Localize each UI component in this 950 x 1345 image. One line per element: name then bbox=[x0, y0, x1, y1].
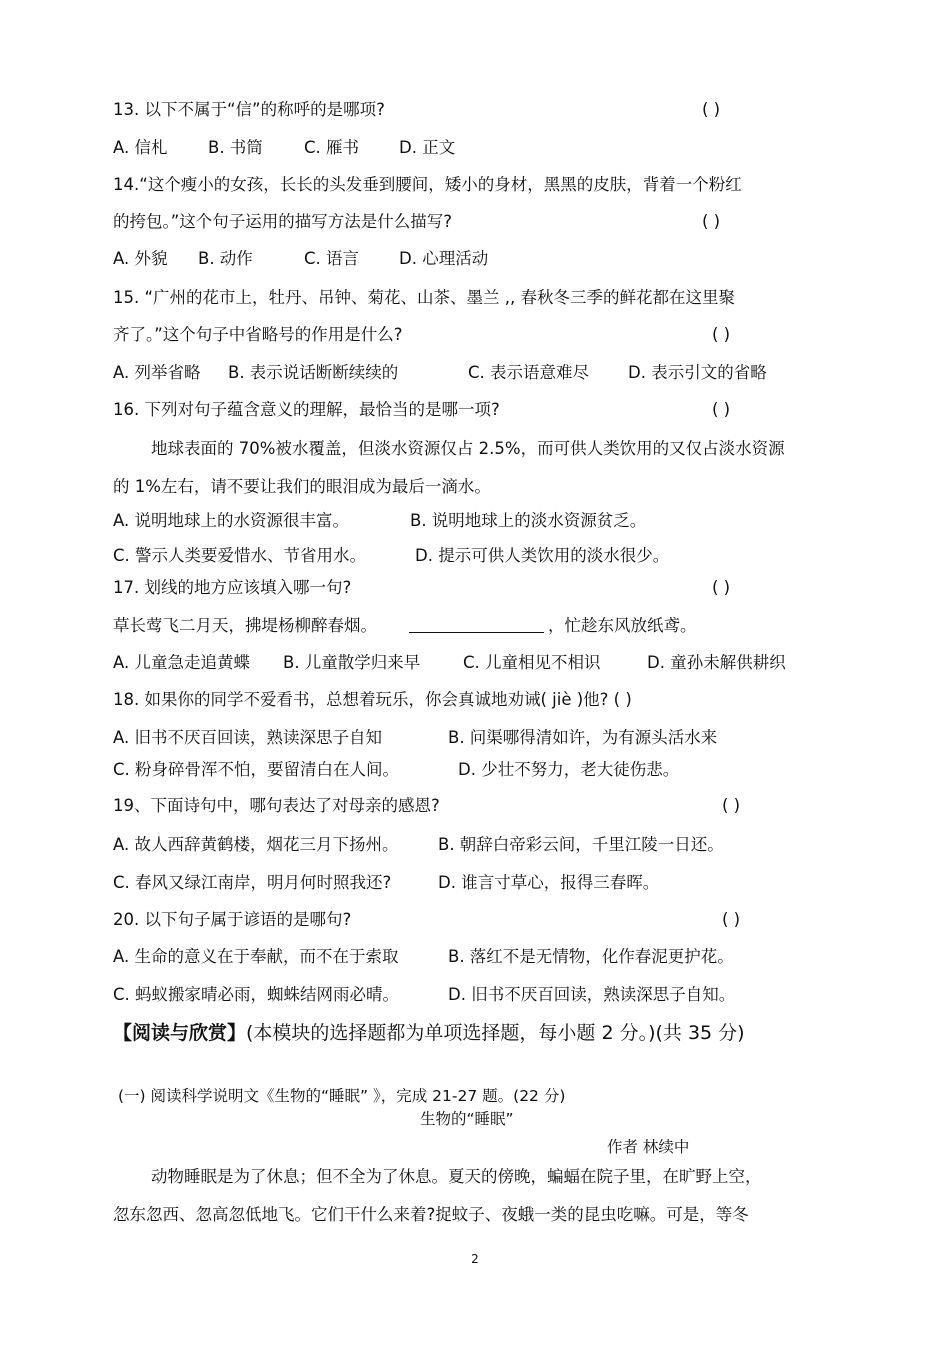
q20-option-a: A. 生命的意义在于奉献，而不在于索取 bbox=[113, 947, 399, 966]
q16-passage-line2: 的 1%左右，请不要让我们的眼泪成为最后一滴水。 bbox=[113, 477, 491, 496]
page-number: 2 bbox=[471, 1252, 479, 1266]
q19-option-a: A. 故人西辞黄鹤楼，烟花三月下扬州。 bbox=[113, 835, 399, 854]
q13-option-b: B. 书筒 bbox=[208, 138, 263, 157]
q14-answer-paren: ( ) bbox=[702, 212, 721, 231]
q20-option-b: B. 落红不是无情物，化作春泥更护花。 bbox=[448, 947, 734, 966]
q15-answer-paren: ( ) bbox=[712, 325, 731, 344]
q13-answer-paren: ( ) bbox=[702, 100, 721, 119]
q17-option-c: C. 儿童相见不相识 bbox=[463, 653, 601, 672]
section-instructions: (本模块的选择题都为单项选择题，每小题 2 分。)(共 35 分) bbox=[246, 1022, 745, 1044]
article-author: 作者 林续中 bbox=[607, 1138, 690, 1156]
q18-option-d: D. 少壮不努力，老大徒伤悲。 bbox=[458, 760, 680, 779]
q17-option-a: A. 儿童急走追黄蝶 bbox=[113, 653, 250, 672]
reading-intro: (一) 阅读科学说明文《生物的“睡眠” 》，完成 21-27 题。(22 分) bbox=[118, 1087, 566, 1105]
q13-option-d: D. 正文 bbox=[399, 138, 456, 157]
q17-poem-part-b: ，忙趁东风放纸鸢。 bbox=[548, 616, 697, 635]
q20-answer-paren: ( ) bbox=[722, 910, 741, 929]
q14-option-d: D. 心理活动 bbox=[399, 249, 489, 268]
q15-option-a: A. 列举省略 bbox=[113, 363, 201, 382]
q15-option-c: C. 表示语意难尽 bbox=[468, 363, 590, 382]
q19-answer-paren: ( ) bbox=[722, 796, 741, 815]
article-paragraph-line1: 动物睡眠是为了休息；但不全为了休息。夏天的傍晚，蝙蝠在院子里，在旷野上空， bbox=[151, 1167, 762, 1186]
q20-stem: 20. 以下句子属于谚语的是哪句? bbox=[113, 910, 352, 929]
q16-option-c: C. 警示人类要爱惜水、节省用水。 bbox=[113, 546, 367, 565]
article-paragraph-line2: 忽东忽西、忽高忽低地飞。它们干什么来着?捉蚊子、夜蛾一类的昆虫吃嘛。可是，等冬 bbox=[113, 1205, 749, 1224]
q18-option-c: C. 粉身碎骨浑不怕，要留清白在人间。 bbox=[113, 760, 400, 779]
q18-stem: 18. 如果你的同学不爱看书，总想着玩乐，你会真诚地劝诫( jiè )他? ( ) bbox=[113, 690, 632, 709]
q19-option-b: B. 朝辞白帝彩云间，千里江陵一日还。 bbox=[438, 835, 724, 854]
q17-option-d: D. 童孙未解供耕织 bbox=[647, 653, 786, 672]
q17-fill-blank bbox=[409, 616, 544, 633]
q15-option-d: D. 表示引文的省略 bbox=[628, 363, 767, 382]
q18-option-a: A. 旧书不厌百回读，熟读深思子自知 bbox=[113, 728, 382, 747]
q16-option-d: D. 提示可供人类饮用的淡水很少。 bbox=[415, 546, 670, 565]
q17-answer-paren: ( ) bbox=[712, 578, 731, 597]
q15-stem-line1: 15. “广州的花市上，牡丹、吊钟、菊花、山茶、墨兰 ,, 春秋冬三季的鲜花都在这里聚 bbox=[113, 288, 736, 307]
q17-poem-part-a: 草长莺飞二月天，拂堤杨柳醉春烟。 bbox=[113, 616, 377, 635]
q14-option-a: A. 外貌 bbox=[113, 249, 168, 268]
q20-option-d: D. 旧书不厌百回读，熟读深思子自知。 bbox=[448, 985, 736, 1004]
q19-option-c: C. 春风又绿江南岸，明月何时照我还? bbox=[113, 873, 392, 892]
q14-option-b: B. 动作 bbox=[198, 249, 253, 268]
q14-option-c: C. 语言 bbox=[304, 249, 360, 268]
q15-stem-line2: 齐了。”这个句子中省略号的作用是什么? bbox=[113, 325, 403, 344]
q13-option-c: C. 雁书 bbox=[304, 138, 360, 157]
q20-option-c: C. 蚂蚁搬家晴必雨，蜘蛛结网雨必晴。 bbox=[113, 985, 400, 1004]
q15-option-b: B. 表示说话断断续续的 bbox=[228, 363, 399, 382]
q16-answer-paren: ( ) bbox=[712, 400, 731, 419]
q19-option-d: D. 谁言寸草心，报得三春晖。 bbox=[438, 873, 660, 892]
q17-stem: 17. 划线的地方应该填入哪一句? bbox=[113, 578, 352, 597]
q13-option-a: A. 信札 bbox=[113, 138, 168, 157]
q16-option-a: A. 说明地球上的水资源很丰富。 bbox=[113, 511, 349, 530]
section-header bbox=[113, 1020, 745, 1046]
q18-option-b: B. 问渠哪得清如许，为有源头活水来 bbox=[448, 728, 718, 747]
q17-option-b: B. 儿童散学归来早 bbox=[283, 653, 421, 672]
q16-option-b: B. 说明地球上的淡水资源贫乏。 bbox=[410, 511, 647, 530]
q14-stem-line2: 的挎包。”这个句子运用的描写方法是什么描写? bbox=[113, 212, 453, 231]
q14-stem-line1: 14.“这个瘦小的女孩，长长的头发垂到腰间，矮小的身材，黑黑的皮肤，背着一个粉红 bbox=[113, 175, 742, 194]
q16-passage-line1: 地球表面的 70%被水覆盖，但淡水资源仅占 2.5%，而可供人类饮用的又仅占淡水资源 bbox=[151, 439, 785, 458]
q17-poem-line bbox=[113, 615, 697, 637]
section-title: 【阅读与欣赏】 bbox=[113, 1022, 247, 1044]
article-title: 生物的“睡眠” bbox=[420, 1110, 514, 1128]
q19-stem: 19、下面诗句中，哪句表达了对母亲的感恩? bbox=[113, 796, 440, 815]
q16-stem: 16. 下列对句子蕴含意义的理解，最恰当的是哪一项? bbox=[113, 400, 500, 419]
q13-stem: 13. 以下不属于“信”的称呼的是哪项? bbox=[113, 100, 385, 119]
